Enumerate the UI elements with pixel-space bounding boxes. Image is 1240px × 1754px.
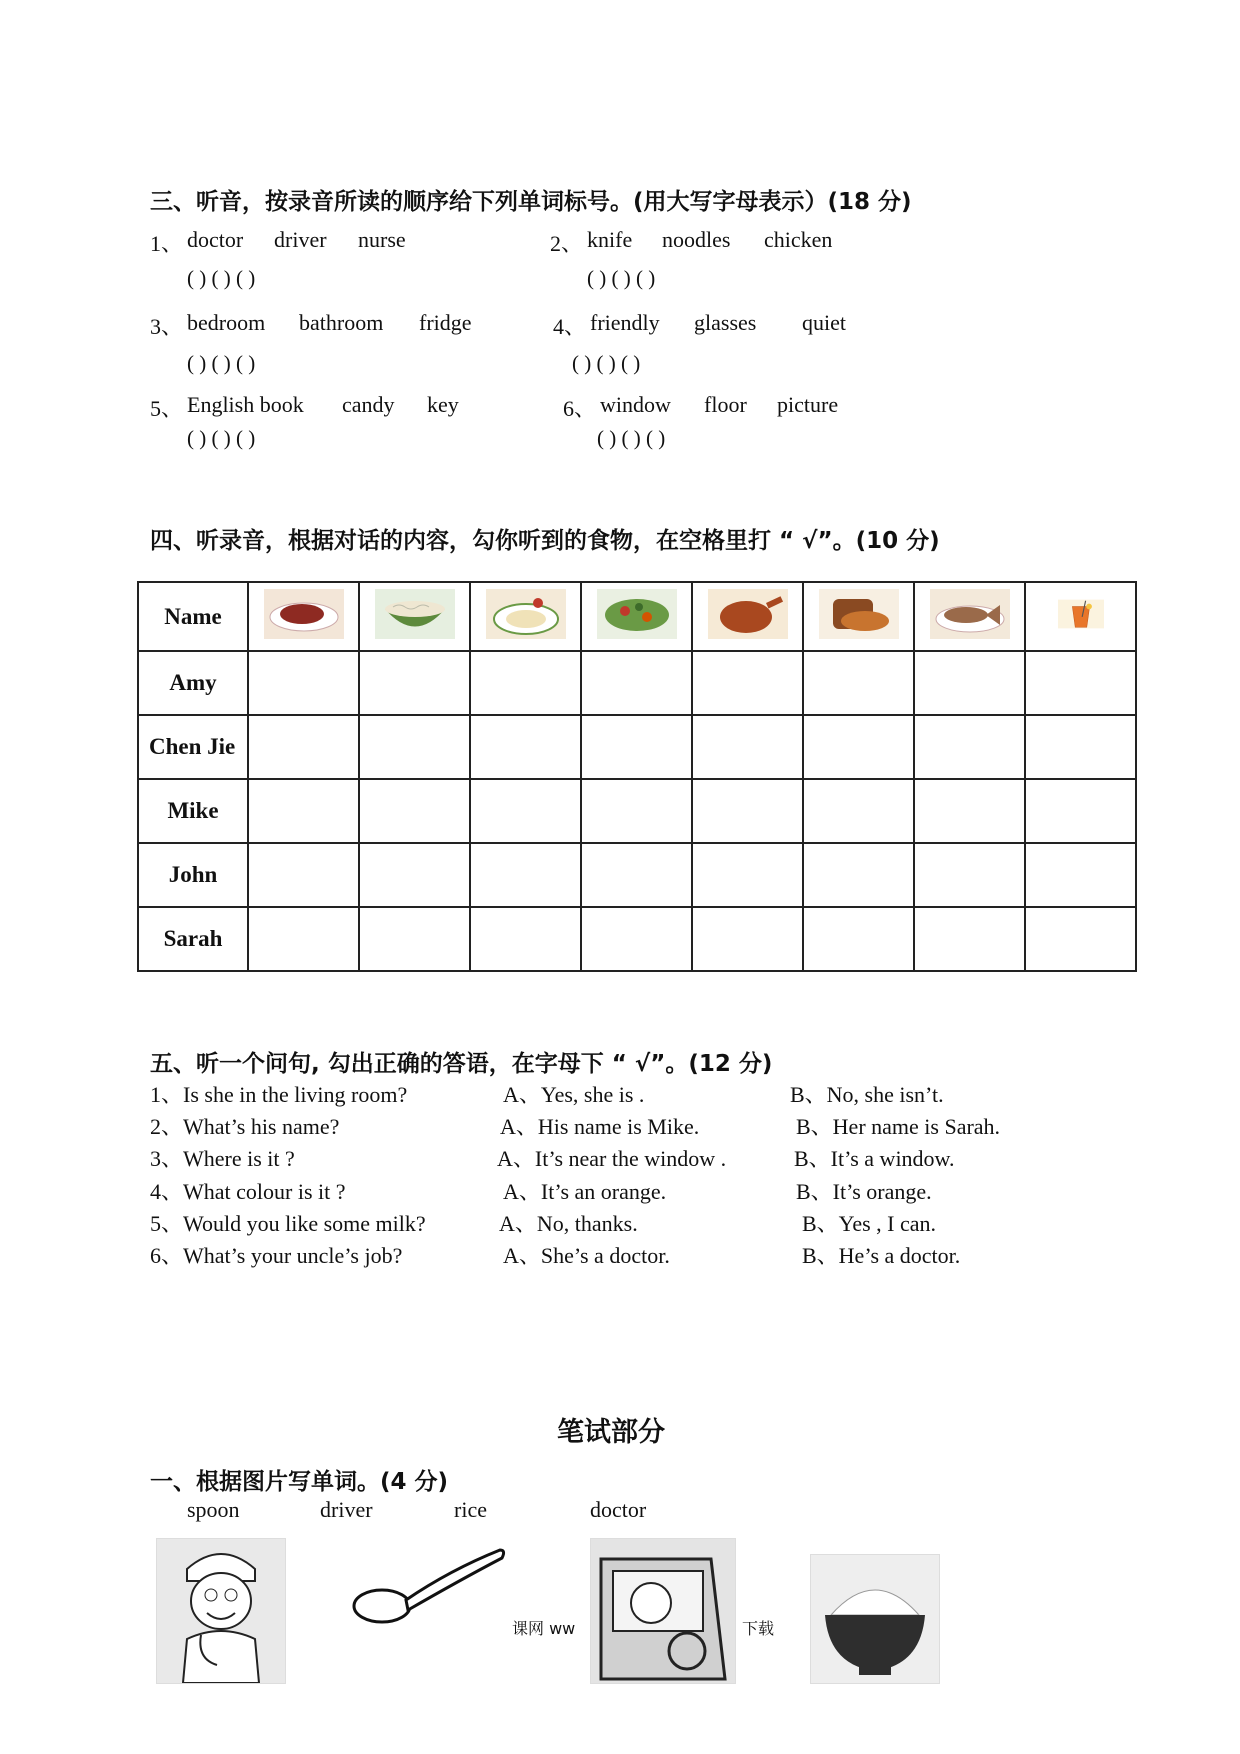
item-3-word-3: fridge [419,310,472,335]
item-6-word-1: window [600,392,671,417]
check-cell[interactable] [470,779,581,843]
name-sarah: Sarah [138,907,248,971]
rice-picture [810,1554,940,1684]
answer-1-a[interactable]: A、Yes, she is . [503,1082,645,1107]
answer-6-b[interactable]: B、He’s a doctor. [802,1243,961,1268]
item-6-blanks[interactable]: ( ) ( ) ( ) [597,426,666,450]
answer-1-b[interactable]: B、No, she isn’t. [790,1082,944,1107]
item-4-word-3: quiet [802,310,846,335]
watermark-right: 下载 [742,1619,775,1638]
food-chicken-cell [692,582,803,651]
rice-bowl-icon [811,1555,939,1683]
name-amy: Amy [138,651,248,715]
item-3-word-2: bathroom [299,310,384,335]
check-cell[interactable] [803,907,914,971]
item-6-word-2: floor [704,392,747,417]
food-bread-cell [803,582,914,651]
item-5-word-2: candy [342,392,395,417]
food-table [137,581,1137,972]
check-cell[interactable] [914,715,1025,779]
item-2-word-1: knife [587,227,633,252]
item-2-blanks[interactable]: ( ) ( ) ( ) [587,266,656,290]
food-noodles-cell [359,582,470,651]
item-6-word-3: picture [777,392,839,417]
check-cell[interactable] [1025,843,1136,907]
section3-title: 三、听音，按录音所读的顺序给下列单词标号。(用大写字母表示）(18 分) [150,189,912,215]
question-3: 3、Where is it ? [150,1146,295,1171]
answer-3-b[interactable]: B、It’s a window. [794,1146,955,1171]
word-doctor: doctor [590,1497,647,1522]
answer-4-a[interactable]: A、It’s an orange. [503,1179,667,1204]
soup-icon [486,589,566,639]
check-cell[interactable] [581,779,692,843]
item-4-number: 4、 [553,314,587,339]
food-soup-cell [470,582,581,651]
check-cell[interactable] [914,843,1025,907]
question-1: 1、Is she in the living room? [150,1082,408,1107]
item-5-word-3: key [427,392,459,417]
section5-title: 五、听一个问句, 勾出正确的答语，在字母下 “ √”。(12 分) [150,1051,773,1077]
chicken-icon [708,589,788,639]
check-cell[interactable] [581,843,692,907]
check-cell[interactable] [692,907,803,971]
item-1-word-1: doctor [187,227,244,252]
item-5-blanks[interactable]: ( ) ( ) ( ) [187,426,256,450]
watermark-left: 课网 ww [512,1619,576,1638]
name-john: John [138,843,248,907]
answer-4-b[interactable]: B、It’s orange. [796,1179,932,1204]
check-cell[interactable] [248,907,359,971]
row-amy [138,651,1136,715]
check-cell[interactable] [470,715,581,779]
check-cell[interactable] [359,651,470,715]
question-5: 5、Would you like some milk? [150,1211,426,1236]
check-cell[interactable] [248,779,359,843]
word-driver: driver [320,1497,373,1522]
check-cell[interactable] [803,651,914,715]
section4-title: 四、听录音，根据对话的内容，勾你听到的食物，在空格里打 “ √”。(10 分) [150,528,940,554]
answer-5-a[interactable]: A、No, thanks. [499,1211,638,1236]
doctor-picture [156,1538,286,1684]
check-cell[interactable] [470,907,581,971]
food-steak-cell [248,582,359,651]
check-cell[interactable] [359,715,470,779]
item-6-number: 6、 [563,396,597,421]
word-spoon: spoon [187,1497,240,1522]
driver-picture [590,1538,736,1684]
check-cell[interactable] [1025,715,1136,779]
check-cell[interactable] [359,907,470,971]
check-cell[interactable] [581,907,692,971]
item-2-number: 2、 [550,231,584,256]
salad-icon [597,589,677,639]
question-4: 4、What colour is it ? [150,1179,346,1204]
bread-icon [819,589,899,639]
header-name-cell: Name [138,582,248,651]
answer-2-b[interactable]: B、Her name is Sarah. [796,1114,1001,1139]
answer-3-a[interactable]: A、It’s near the window . [497,1146,727,1171]
check-cell[interactable] [359,779,470,843]
item-1-blanks[interactable]: ( ) ( ) ( ) [187,266,256,290]
fish-icon [930,589,1010,639]
item-3-word-1: bedroom [187,310,266,335]
check-cell[interactable] [581,715,692,779]
check-cell[interactable] [914,651,1025,715]
item-1-word-3: nurse [358,227,406,252]
word-rice: rice [454,1497,487,1522]
check-cell[interactable] [1025,651,1136,715]
spoon-picture [350,1540,510,1640]
answer-2-a[interactable]: A、His name is Mike. [500,1114,700,1139]
check-cell[interactable] [914,779,1025,843]
item-5-number: 5、 [150,396,184,421]
check-cell[interactable] [581,651,692,715]
item-2-word-3: chicken [764,227,833,252]
item-1-number: 1、 [150,231,184,256]
check-cell[interactable] [692,715,803,779]
food-juice-cell [1025,582,1136,651]
row-mike [138,779,1136,843]
check-cell[interactable] [803,779,914,843]
item-5-word-1: English book [187,392,304,417]
check-cell[interactable] [470,843,581,907]
answer-6-a[interactable]: A、She’s a doctor. [503,1243,670,1268]
doctor-icon [157,1539,285,1683]
steak-icon [264,589,344,639]
question-6: 6、What’s your uncle’s job? [150,1243,403,1268]
spoon-icon [350,1540,510,1640]
driver-icon [591,1539,735,1683]
food-fish-cell [914,582,1025,651]
name-chen-jie: Chen Jie [138,715,248,779]
check-cell[interactable] [803,715,914,779]
check-cell[interactable] [248,651,359,715]
written-heading: 笔试部分 [557,1417,665,1448]
check-cell[interactable] [359,843,470,907]
row-chen-jie [138,715,1136,779]
food-salad-cell [581,582,692,651]
juice-icon [1058,583,1104,645]
check-cell[interactable] [803,843,914,907]
item-2-word-2: noodles [662,227,731,252]
check-cell[interactable] [692,651,803,715]
check-cell[interactable] [914,907,1025,971]
item-4-word-1: friendly [590,310,660,335]
item-3-number: 3、 [150,314,184,339]
item-1-word-2: driver [274,227,327,252]
row-john [138,843,1136,907]
written-section1-title: 一、根据图片写单词。(4 分) [150,1469,449,1495]
check-cell[interactable] [692,843,803,907]
header-row [138,582,1136,651]
name-mike: Mike [138,779,248,843]
answer-5-b[interactable]: B、Yes , I can. [802,1211,937,1236]
row-sarah [138,907,1136,971]
check-cell[interactable] [1025,779,1136,843]
item-4-word-2: glasses [694,310,757,335]
check-cell[interactable] [692,779,803,843]
item-3-blanks[interactable]: ( ) ( ) ( ) [187,351,256,375]
check-cell[interactable] [248,843,359,907]
check-cell[interactable] [1025,907,1136,971]
question-2: 2、What’s his name? [150,1114,340,1139]
check-cell[interactable] [470,651,581,715]
noodles-icon [375,589,455,639]
item-4-blanks[interactable]: ( ) ( ) ( ) [572,351,641,375]
check-cell[interactable] [248,715,359,779]
